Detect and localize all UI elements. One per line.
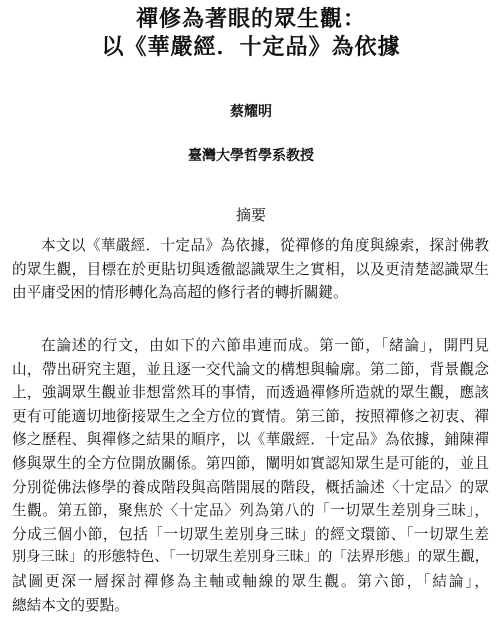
paragraph-line: 生觀。第五節，聚焦於〈十定品〉列為第八的「一切眾生差別身三昧」， — [12, 502, 489, 520]
paragraph-line: 分成三個小節，包括「一切眾生差別身三昧」的經文環節、「一切眾生差 — [12, 525, 489, 543]
author-affiliation: 臺灣大學哲學系教授 — [188, 148, 314, 164]
abstract-paragraph-1 — [12, 234, 489, 305]
abstract-paragraph-2 — [12, 334, 489, 617]
paragraph-line: 更有可能適切地銜接眾生之全方位的實情。第三節，按照禪修之初衷、禪 — [12, 407, 489, 425]
title-line-1: 禪修為著眼的眾生觀： — [135, 6, 366, 32]
paragraph-line: 的眾生觀，目標在於更貼切與透徹認識眾生之實相，以及更清楚認識眾生 — [12, 260, 489, 278]
paragraph-line: 上，強調眾生觀並非想當然耳的事情，而透過禪修所造就的眾生觀，應該 — [12, 384, 489, 402]
paragraph-line: 別身三昧」的形態特色、「一切眾生差別身三昧」的「法界形態」的眾生觀， — [12, 549, 489, 566]
paragraph-line: 修之歷程、與禪修之結果的順序，以《華嚴經．十定品》為依據，鋪陳禪 — [12, 431, 489, 449]
paragraph-line: 修與眾生的全方位開放關係。第四節，闡明如實認知眾生是可能的，並且 — [12, 454, 489, 472]
abstract-heading: 摘要 — [235, 206, 266, 224]
author-name: 蔡耀明 — [230, 104, 272, 120]
paragraph-line: 本文以《華嚴經．十定品》為依據，從禪修的角度與線索，探討佛教 — [41, 237, 489, 254]
paragraph-line: 分別從佛法修學的養成階段與高階開展的階段，概括論述〈十定品〉的眾 — [12, 478, 489, 496]
paragraph-line: 試圖更深一層探討禪修為主軸或軸線的眾生觀。第六節，「結論」， — [12, 572, 489, 590]
title-line-2: 以《華嚴經．十定品》為依據 — [101, 34, 401, 60]
paragraph-line: 在論述的行文，由如下的六節串連而成。第一節，「緒論」，開門見 — [41, 337, 489, 354]
paragraph-line: 總結本文的要點。 — [12, 596, 129, 614]
paragraph-line: 由平庸受困的情形轉化為高超的修行者的轉折關鍵。 — [12, 284, 348, 302]
paragraph-line: 山，帶出研究主題，並且逐一交代論文的構想與輪廓。第二節，背景觀念 — [12, 360, 489, 378]
